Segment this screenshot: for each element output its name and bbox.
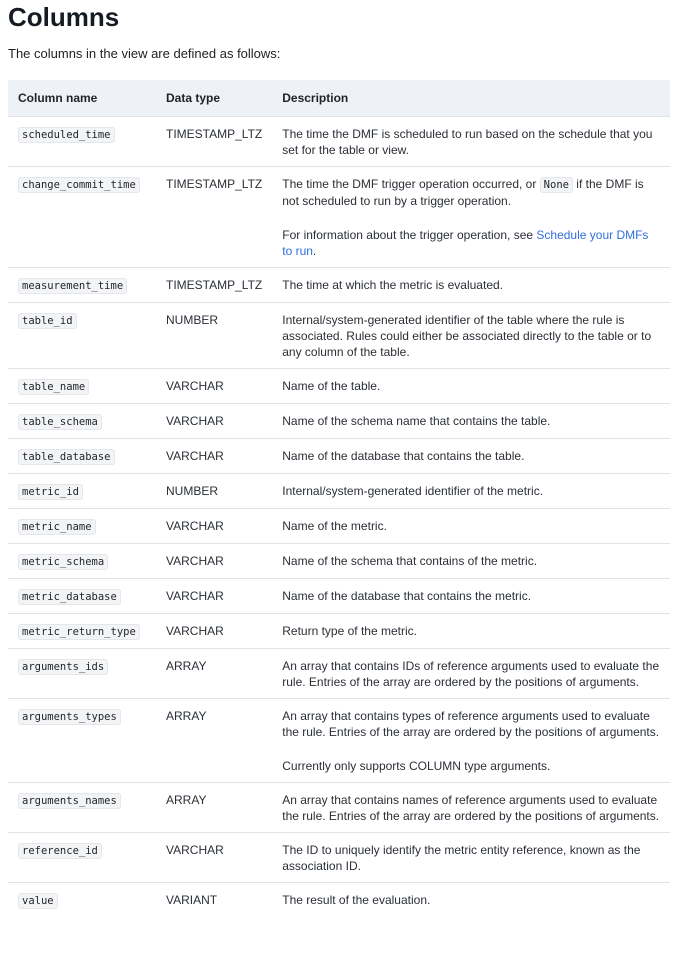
description: The ID to uniquely identify the metric entity reference, known as the association ID. bbox=[282, 843, 641, 873]
data-type: VARCHAR bbox=[166, 519, 224, 533]
table-row bbox=[8, 579, 670, 614]
description bbox=[282, 176, 660, 209]
table-row bbox=[8, 649, 670, 699]
header-data-type: Data type bbox=[156, 80, 272, 117]
data-type: TIMESTAMP_LTZ bbox=[166, 177, 263, 191]
description-part: if the DMF is not scheduled to run by a trigger operation. bbox=[282, 177, 644, 208]
header-column-name: Column name bbox=[8, 80, 156, 117]
table-row bbox=[8, 439, 670, 474]
table-row bbox=[8, 117, 670, 167]
column-name: metric_name bbox=[18, 519, 96, 535]
table-row bbox=[8, 883, 670, 918]
description: Name of the schema that contains of the metric. bbox=[282, 554, 538, 568]
data-type: VARCHAR bbox=[166, 554, 224, 568]
column-name: metric_return_type bbox=[18, 624, 140, 640]
table-row bbox=[8, 783, 670, 833]
header-description: Description bbox=[272, 80, 670, 117]
intro-text: The columns in the view are defined as follows: bbox=[8, 46, 281, 61]
description-part: The time the DMF trigger operation occurred, or bbox=[282, 177, 540, 191]
column-name: measurement_time bbox=[18, 278, 127, 294]
description: Name of the database that contains the table. bbox=[282, 449, 525, 463]
description: Return type of the metric. bbox=[282, 624, 417, 638]
columns-table bbox=[8, 80, 670, 917]
data-type: ARRAY bbox=[166, 659, 207, 673]
data-type: VARCHAR bbox=[166, 414, 224, 428]
description-note: Currently only supports COLUMN type arguments. bbox=[282, 759, 551, 773]
table-row bbox=[8, 474, 670, 509]
description: The result of the evaluation. bbox=[282, 893, 431, 907]
column-name: arguments_names bbox=[18, 793, 121, 809]
data-type: VARCHAR bbox=[166, 449, 224, 463]
column-name: arguments_types bbox=[18, 709, 121, 725]
description: An array that contains types of reference arguments used to evaluate the rule. Entries of the array are ordered by the positions of arguments. bbox=[282, 709, 660, 739]
description: The time at which the metric is evaluated. bbox=[282, 278, 503, 292]
column-name: metric_id bbox=[18, 484, 83, 500]
description: Name of the table. bbox=[282, 379, 381, 393]
data-type: TIMESTAMP_LTZ bbox=[166, 127, 263, 141]
column-name: value bbox=[18, 893, 58, 909]
column-name: table_schema bbox=[18, 414, 102, 430]
description: Internal/system-generated identifier of the metric. bbox=[282, 484, 544, 498]
description: The time the DMF is scheduled to run based on the schedule that you set for the table or view. bbox=[282, 127, 653, 157]
table-row bbox=[8, 404, 670, 439]
column-name: scheduled_time bbox=[18, 127, 115, 143]
data-type: VARCHAR bbox=[166, 624, 224, 638]
description: Internal/system-generated identifier of the table where the rule is associated. Rules could either be associated directly to the table or to any column of the table. bbox=[282, 313, 652, 359]
inline-code: None bbox=[540, 177, 573, 193]
column-name: table_id bbox=[18, 313, 77, 329]
description-part: For information about the trigger operation, see bbox=[282, 228, 537, 242]
description-note bbox=[282, 227, 660, 259]
table-row bbox=[8, 509, 670, 544]
data-type: ARRAY bbox=[166, 793, 207, 807]
table-row bbox=[8, 303, 670, 369]
data-type: NUMBER bbox=[166, 484, 219, 498]
data-type: TIMESTAMP_LTZ bbox=[166, 278, 263, 292]
description: An array that contains IDs of reference arguments used to evaluate the rule. Entries of the array are ordered by the positions of arguments. bbox=[282, 659, 660, 689]
description-part: . bbox=[312, 244, 317, 258]
schedule-dmfs-link[interactable]: Schedule your DMFs to run bbox=[282, 228, 649, 258]
description: Name of the database that contains the metric. bbox=[282, 589, 532, 603]
table-row bbox=[8, 833, 670, 883]
description: Name of the metric. bbox=[282, 519, 387, 533]
column-name: metric_database bbox=[18, 589, 121, 605]
table-row bbox=[8, 167, 670, 268]
data-type: VARCHAR bbox=[166, 379, 224, 393]
table-row bbox=[8, 268, 670, 303]
column-name: table_database bbox=[18, 449, 115, 465]
data-type: NUMBER bbox=[166, 313, 219, 327]
column-name: change_commit_time bbox=[18, 177, 140, 193]
data-type: ARRAY bbox=[166, 709, 207, 723]
data-type: VARIANT bbox=[166, 893, 218, 907]
page-title: Columns bbox=[8, 2, 120, 32]
table-header-row bbox=[8, 80, 670, 117]
description: Name of the schema name that contains the table. bbox=[282, 414, 551, 428]
table-row bbox=[8, 699, 670, 783]
data-type: VARCHAR bbox=[166, 589, 224, 603]
column-name: table_name bbox=[18, 379, 89, 395]
table-row bbox=[8, 614, 670, 649]
table-row bbox=[8, 369, 670, 404]
column-name: metric_schema bbox=[18, 554, 108, 570]
column-name: arguments_ids bbox=[18, 659, 108, 675]
column-name: reference_id bbox=[18, 843, 102, 859]
data-type: VARCHAR bbox=[166, 843, 224, 857]
table-row bbox=[8, 544, 670, 579]
description: An array that contains names of reference arguments used to evaluate the rule. Entries of the array are ordered by the positions of arguments. bbox=[282, 793, 660, 823]
